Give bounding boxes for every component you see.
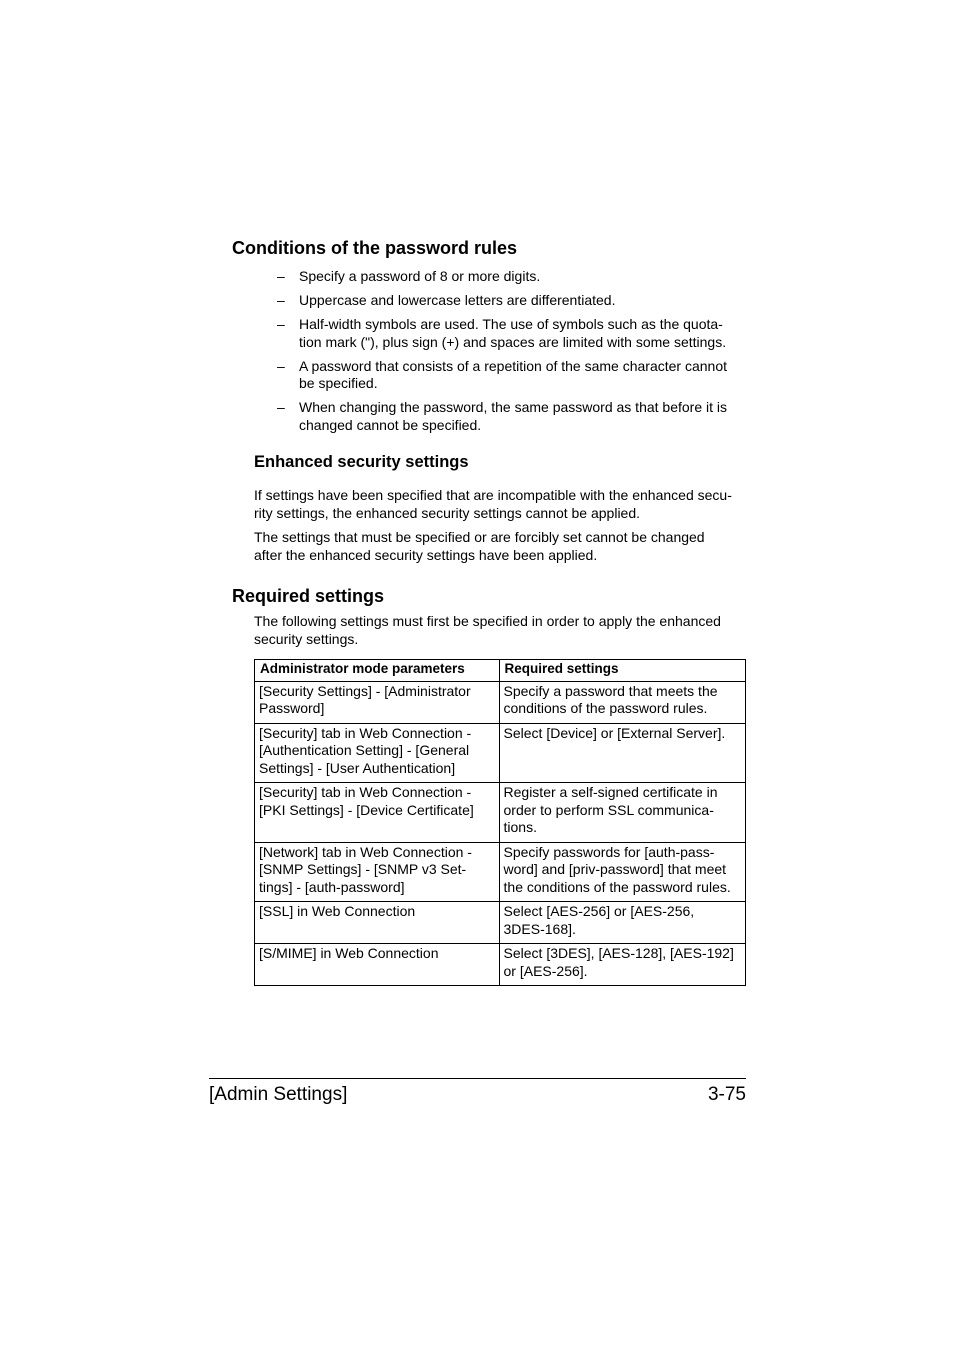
table-row bbox=[255, 783, 746, 843]
table-cell-parameter: [Security] tab in Web Connection - [PKI Settings] - [Device Certificate] bbox=[255, 783, 500, 843]
required-settings-table bbox=[254, 659, 746, 986]
rule-text: When changing the password, the same password as that before it is changed cannot be specified. bbox=[299, 399, 728, 433]
table-cell-required: Register a self-signed certificate in order to perform SSL communica- tions. bbox=[499, 783, 745, 843]
table-cell-required: Select [3DES], [AES-128], [AES-192] or [AES-256]. bbox=[499, 944, 745, 986]
table-cell-parameter: [S/MIME] in Web Connection bbox=[255, 944, 500, 986]
table-cell-required: Select [Device] or [External Server]. bbox=[499, 723, 745, 783]
rule-text: Specify a password of 8 or more digits. bbox=[299, 268, 541, 284]
rule-text: Half-width symbols are used. The use of symbols such as the quota- tion mark ("), plus sign (+) and spaces are limited with some settings. bbox=[299, 316, 727, 350]
table-cell-parameter: [Security] tab in Web Connection - [Authentication Setting] - [General Settings] - [User Authentication] bbox=[255, 723, 500, 783]
table-cell-required: Select [AES-256] or [AES-256, 3DES-168]. bbox=[499, 902, 745, 944]
page-content bbox=[232, 234, 746, 986]
table-cell-parameter: [SSL] in Web Connection bbox=[255, 902, 500, 944]
column-header-required: Required settings bbox=[499, 660, 745, 682]
rule-text: Uppercase and lowercase letters are differentiated. bbox=[299, 292, 616, 308]
list-item bbox=[232, 268, 746, 286]
list-item bbox=[232, 316, 746, 351]
dash-bullet: – bbox=[277, 268, 285, 284]
table-cell-required: Specify passwords for [auth-pass- word] and [priv-password] that meet the conditions of the password rules. bbox=[499, 842, 745, 902]
dash-bullet: – bbox=[277, 292, 285, 308]
page-footer bbox=[209, 1078, 746, 1110]
table-row bbox=[255, 681, 746, 723]
dash-bullet: – bbox=[277, 316, 285, 332]
table-row bbox=[255, 842, 746, 902]
table-row bbox=[255, 944, 746, 986]
password-rules-list bbox=[232, 268, 746, 434]
table-row bbox=[255, 723, 746, 783]
enhanced-security-paragraph-2: The settings that must be specified or are forcibly set cannot be changed after the enhanced security settings have been applied. bbox=[254, 529, 705, 563]
column-header-parameters: Administrator mode parameters bbox=[255, 660, 500, 682]
dash-bullet: – bbox=[277, 399, 285, 415]
page-number: 3-75 bbox=[707, 1084, 746, 1105]
table-cell-parameter: [Security Settings] - [Administrator Password] bbox=[255, 681, 500, 723]
list-item bbox=[232, 399, 746, 434]
table-cell-required: Specify a password that meets the conditions of the password rules. bbox=[499, 681, 745, 723]
footer-section-title: [Admin Settings] bbox=[209, 1084, 348, 1105]
table-header-row bbox=[255, 660, 746, 682]
table-row bbox=[255, 902, 746, 944]
list-item bbox=[232, 292, 746, 310]
list-item bbox=[232, 358, 746, 393]
dash-bullet: – bbox=[277, 357, 285, 374]
table-cell-parameter: [Network] tab in Web Connection - [SNMP Settings] - [SNMP v3 Set- tings] - [auth-password] bbox=[255, 842, 500, 902]
rule-text: A password that consists of a repetition of the same character cannot be specified. bbox=[299, 357, 728, 391]
password-rules-heading: Conditions of the password rules bbox=[232, 238, 518, 258]
enhanced-security-paragraph-1: If settings have been specified that are incompatible with the enhanced secu- rity settings, the enhanced security settings cannot be applied. bbox=[254, 487, 732, 521]
enhanced-security-heading: Enhanced security settings bbox=[254, 453, 469, 471]
required-settings-intro: The following settings must first be specified in order to apply the enhanced security settings. bbox=[254, 613, 721, 647]
required-settings-heading: Required settings bbox=[232, 586, 385, 606]
